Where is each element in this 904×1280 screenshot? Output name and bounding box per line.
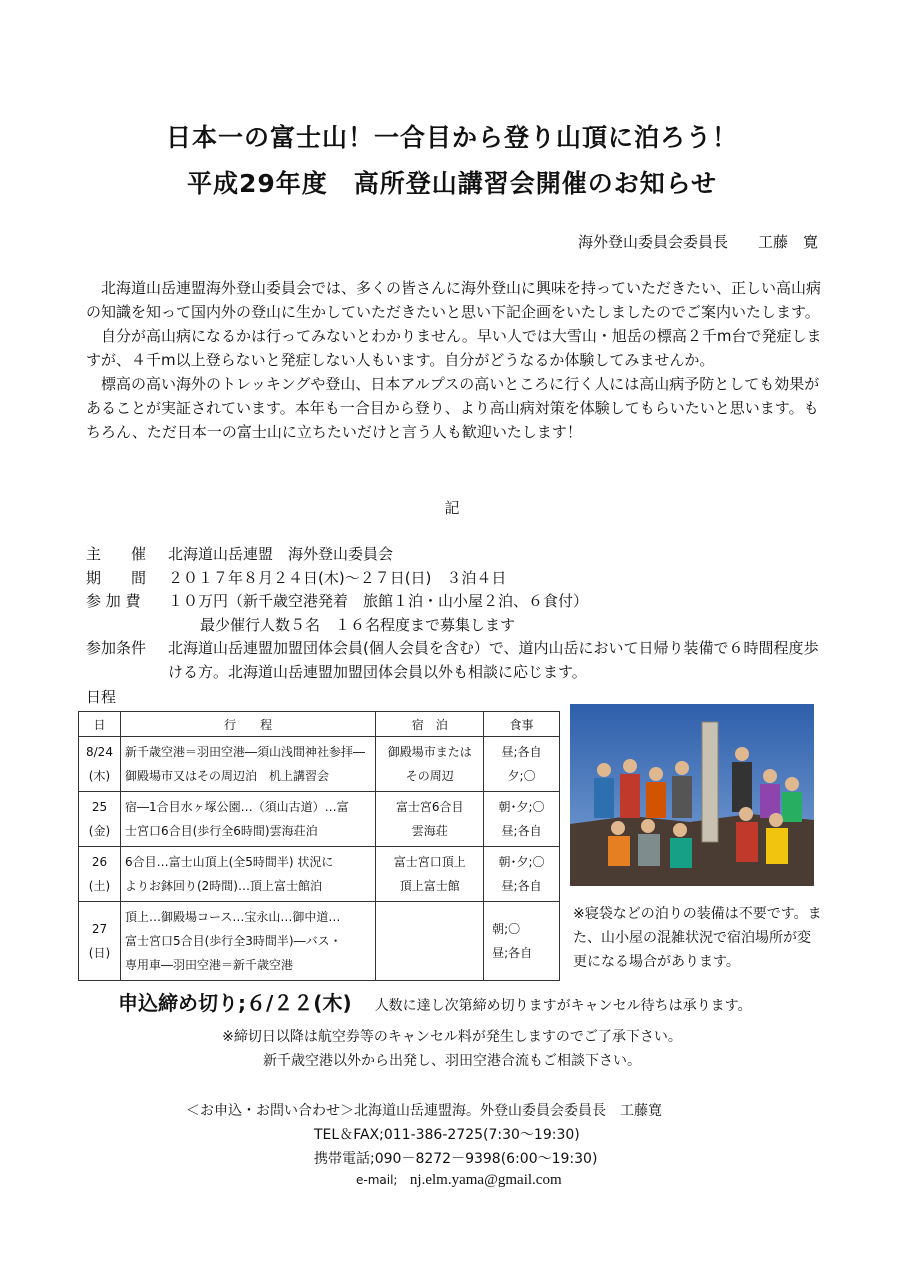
table-row (79, 847, 560, 902)
ki-heading: 記 (444, 499, 460, 517)
stay-cell: 富士宮口頂上 頂上富士館 (376, 847, 484, 902)
intro-paragraph: 自分が高山病になるかは行ってみないとわかりません。早い人では大雪山・旭岳の標高２千m台で発症しますが、４千m以上登らないと発症しない人もいます。自分がどうなるか体験してみませんか。 (86, 327, 822, 369)
summit-group-photo (570, 704, 814, 886)
fee-note: 最少催行人数５名 １６名程度まで募集します (200, 615, 516, 634)
plan-cell: 6合目…富士山頂上(全5時間半) 状況に よりお鉢回り(2時間)…頂上富士館泊 (120, 847, 375, 902)
date-cell: 8/24 (木) (79, 737, 121, 792)
cancel-notice: ※締切日以降は航空券等のキャンセル料が発生しますのでご了承下さい。 (222, 1029, 682, 1045)
contact-email-line (356, 1172, 562, 1189)
fee-label: 参 加 費 (86, 592, 141, 610)
period-row (86, 567, 826, 591)
schedule-heading: 日程 (86, 688, 117, 706)
organizer-label: 主 催 (86, 545, 147, 563)
condition-row (86, 637, 826, 684)
meal-cell: 朝･夕;〇 昼;各自 (484, 792, 560, 847)
date-cell: 25 (金) (79, 792, 121, 847)
plan-cell: 宿―1合目水ヶ塚公園…（須山古道）…富 士宮口6合目(歩行全6時間)雲海荘泊 (120, 792, 375, 847)
fee-row (86, 590, 826, 614)
meal-cell: 昼;各自 夕;〇 (484, 737, 560, 792)
column-header: 宿 泊 (376, 712, 484, 737)
intro-text (86, 276, 822, 444)
intro-paragraph: 北海道山岳連盟海外登山委員会では、多くの皆さんに海外登山に興味を持っていただきたい、正しい高山病の知識を知って国内外の登山に生かしていただきたいと思い下記企画をいたしましたのでご案内いたします。 (86, 279, 822, 321)
contact-tel: TEL＆FAX;011-386-2725(7:30～19:30) (314, 1127, 580, 1143)
organizer-value: 北海道山岳連盟 海外登山委員会 (168, 545, 394, 563)
email-label: e-mail; (356, 1173, 398, 1187)
deadline-note: 人数に達し次第締め切りますがキャンセル待ちは承ります。 (374, 998, 752, 1014)
schedule-table (78, 711, 560, 981)
event-info (86, 543, 826, 684)
contact-heading: ＜お申込・お問い合わせ＞北海道山岳連盟海。外登山委員会委員長 工藤寛 (186, 1103, 662, 1119)
summit-marker (702, 722, 718, 842)
condition-value: 北海道山岳連盟加盟団体会員(個人会員を含む）で、道内山岳において日帰り装備で６時間程度歩ける方。北海道山岳連盟加盟団体会員以外も相談に応じます。 (168, 639, 819, 681)
plan-cell: 新千歳空港＝羽田空港―須山浅間神社参拝― 御殿場市又はその周辺泊 机上講習会 (120, 737, 375, 792)
column-header: 食事 (484, 712, 560, 737)
stay-cell (376, 902, 484, 981)
intro-paragraph: 標高の高い海外のトレッキングや登山、日本アルプスの高いところに行く人には高山病予防としても効果があることが実証されています。本年も一合目から登り、より高山病対策を体験してもらいたいと思います。もちろん、ただ日本一の富士山に立ちたいだけと言う人も歓迎いたします！ (86, 375, 820, 441)
deadline-date: 申込締め切り;６/２２(木) (118, 991, 352, 1015)
author-line: 海外登山委員会委員長 工藤 寛 (577, 233, 818, 251)
date-cell: 27 (日) (79, 902, 121, 981)
table-row (79, 902, 560, 981)
date-cell: 26 (土) (79, 847, 121, 902)
table-row (79, 737, 560, 792)
deadline-line (118, 987, 752, 1016)
condition-label: 参加条件 (86, 639, 147, 657)
fee-value: １０万円（新千歳空港発着 旅館１泊・山小屋２泊、６食付） (168, 592, 589, 610)
column-header: 日 (79, 712, 121, 737)
page-title: 日本一の富士山！一合目から登り山頂に泊ろう！ (165, 123, 738, 152)
fee-note-row (86, 614, 826, 638)
page-subtitle: 平成29年度 高所登山講習会開催のお知らせ (186, 169, 718, 198)
departure-notice: 新千歳空港以外から出発し、羽田空港合流もご相談下さい。 (263, 1053, 641, 1069)
equipment-note: ※寝袋などの泊りの装備は不要です。また、山小屋の混雑状況で宿泊場所が変更になる場合があります。 (573, 906, 822, 970)
period-value: ２０１７年８月２４日(木)～２７日(日) ３泊４日 (168, 568, 507, 587)
stay-cell: 御殿場市または その周辺 (376, 737, 484, 792)
organizer-row (86, 543, 826, 567)
photo-illustration (570, 704, 814, 886)
email-link[interactable]: nj.elm.yama@gmail.com (409, 1172, 562, 1188)
meal-cell: 朝;〇 昼;各自 (484, 902, 560, 981)
plan-cell: 頂上…御殿場コース…宝永山…御中道… 富士宮口5合目(歩行全3時間半)―バス・ 専用車―羽田空港＝新千歳空港 (120, 902, 375, 981)
stay-cell: 富士宮6合目 雲海荘 (376, 792, 484, 847)
column-header: 行 程 (120, 712, 375, 737)
meal-cell: 朝･夕;〇 昼;各自 (484, 847, 560, 902)
period-label: 期 間 (86, 568, 147, 587)
table-row (79, 792, 560, 847)
contact-mobile: 携帯電話;090－8272－9398(6:00～19:30) (314, 1151, 598, 1167)
table-header-row (79, 712, 560, 737)
